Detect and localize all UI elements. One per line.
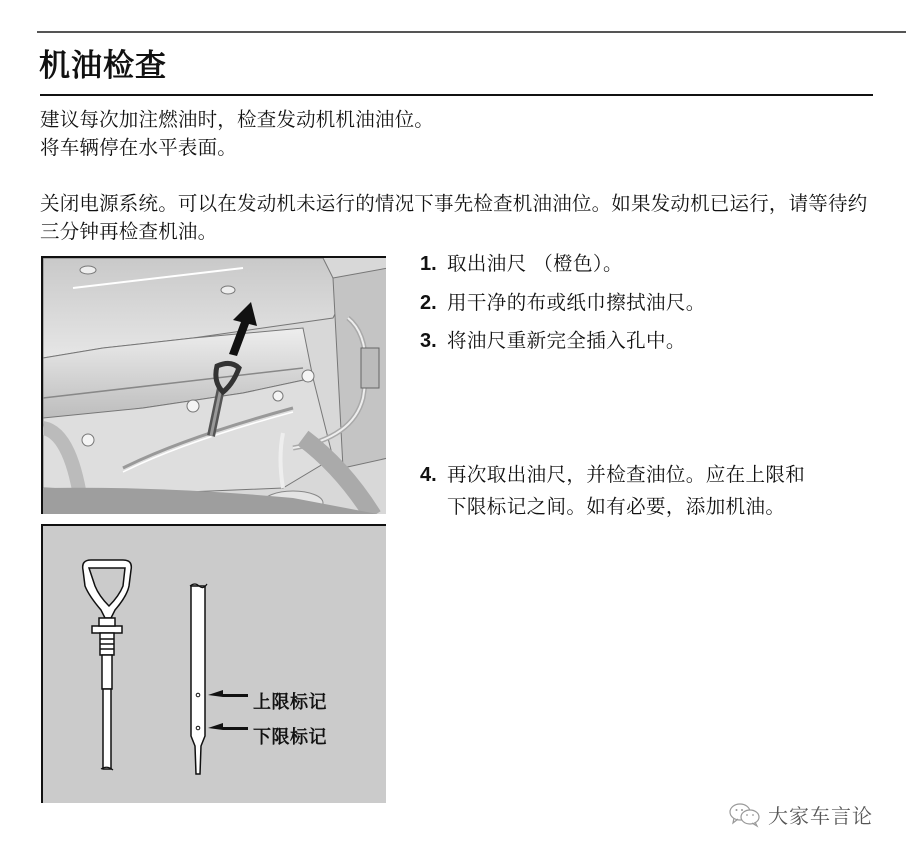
engine-bay-illustration [41, 256, 386, 514]
step-2 [420, 287, 706, 319]
lower-mark-label: 下限标记 [253, 727, 327, 748]
step-text-line-2: 下限标记之间。如有必要，添加机油。 [447, 495, 786, 518]
power-off-paragraph: 关闭电源系统。可以在发动机未运行的情况下事先检查机油油位。如果发动机已运行，请等待约三分钟再检查机油。 [40, 192, 868, 243]
watermark-text: 大家车言论 [768, 804, 873, 828]
step-text-line-1: 再次取出油尺，并检查油位。应在上限和 [447, 463, 806, 486]
step-number: 1. [420, 253, 437, 275]
dipstick-diagram [41, 524, 386, 803]
intro-line-2: 将车辆停在水平表面。 [40, 136, 238, 159]
top-rule [37, 31, 906, 33]
wechat-icon [728, 802, 762, 828]
step-text: 用干净的布或纸巾擦拭油尺。 [447, 291, 706, 314]
intro-paragraph [40, 106, 434, 162]
dipstick-drawing [43, 526, 386, 803]
watermark [728, 800, 873, 829]
step-number: 2. [420, 292, 437, 314]
step-text: 将油尺重新完全插入孔中。 [447, 329, 686, 352]
upper-mark-arrow-icon [208, 690, 248, 697]
step-number: 3. [420, 330, 437, 352]
upper-mark-label: 上限标记 [253, 692, 327, 713]
step-number: 4. [420, 464, 437, 486]
lower-mark-arrow-icon [208, 723, 248, 730]
step-4 [420, 459, 805, 522]
intro-line-1: 建议每次加注燃油时，检查发动机机油油位。 [40, 108, 435, 131]
step-3 [420, 325, 686, 357]
step-text: 取出油尺 （橙色）。 [447, 252, 623, 275]
page-title: 机油检查 [39, 48, 167, 84]
engine-illustration [43, 258, 386, 514]
title-underline [40, 94, 873, 96]
step-1 [420, 248, 623, 280]
